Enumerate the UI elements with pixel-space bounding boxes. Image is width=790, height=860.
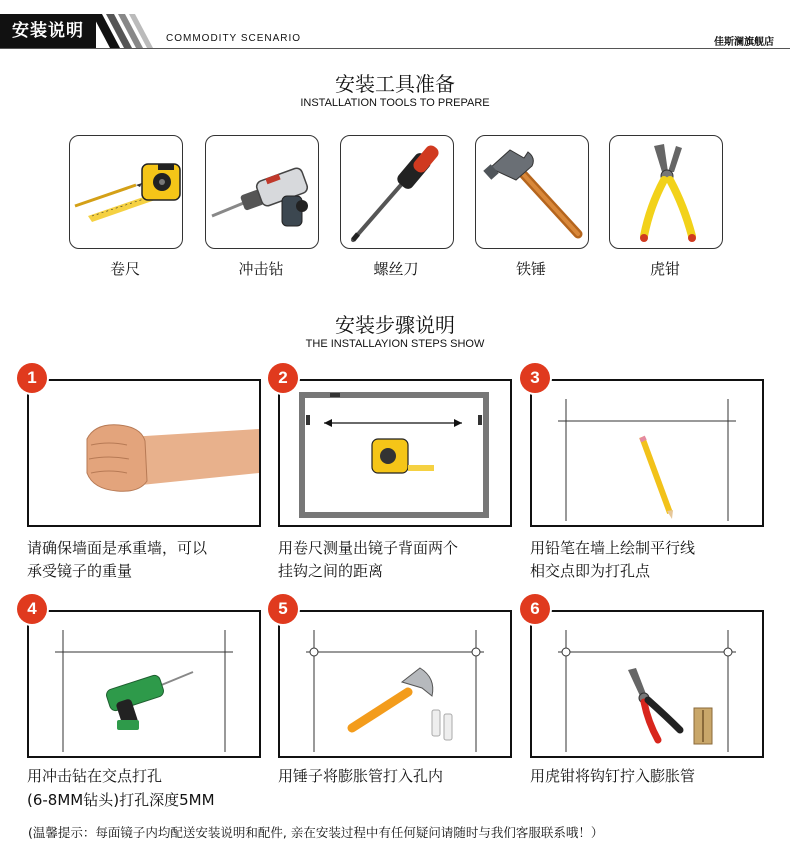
store-name: 佳斯澜旗舰店 bbox=[714, 37, 774, 48]
step-badge-3: 3 bbox=[520, 363, 550, 393]
step-5-desc-line1: 用锤子将膨胀管打入孔内 bbox=[278, 767, 444, 785]
step-badge-1: 1 bbox=[17, 363, 47, 393]
steps-subtitle: THE INSTALLAYION STEPS SHOW bbox=[305, 338, 485, 350]
header-tag: 安装说明 bbox=[0, 14, 96, 48]
header-divider bbox=[0, 48, 790, 49]
pliers-icon bbox=[610, 136, 722, 248]
fist-icon bbox=[29, 381, 259, 525]
step-badge-4: 4 bbox=[17, 594, 47, 624]
tools-subtitle: INSTALLATION TOOLS TO PREPARE bbox=[300, 97, 490, 109]
steps-title: 安装步骤说明 bbox=[335, 313, 455, 337]
tool-card-tape-measure bbox=[69, 135, 183, 249]
tools-title: 安装工具准备 bbox=[335, 72, 455, 96]
tool-card-impact-drill bbox=[205, 135, 319, 249]
impact-drill-icon bbox=[206, 136, 318, 248]
step-1-illustration bbox=[27, 379, 261, 527]
tape-measure-icon bbox=[70, 136, 182, 248]
pencil-lines-icon bbox=[532, 381, 762, 525]
step-1-desc-line2: 承受镜子的重量 bbox=[27, 562, 133, 580]
tool-card-hammer bbox=[475, 135, 589, 249]
step-6-desc-line1: 用虎钳将钩钉拧入膨胀管 bbox=[530, 767, 696, 785]
step-1-desc-line1: 请确保墙面是承重墙，可以 bbox=[27, 539, 208, 557]
tool-label-impact-drill: 冲击钻 bbox=[238, 260, 284, 278]
step-2-illustration bbox=[278, 379, 512, 527]
step-badge-2: 2 bbox=[268, 363, 298, 393]
hammer-anchor-icon bbox=[280, 612, 510, 756]
step-3-desc-line2: 相交点即为打孔点 bbox=[530, 562, 651, 580]
drill-at-point-icon bbox=[29, 612, 259, 756]
header-subtitle: COMMODITY SCENARIO bbox=[166, 33, 302, 44]
step-4-illustration bbox=[27, 610, 261, 758]
step-6-illustration bbox=[530, 610, 764, 758]
tool-label-hammer: 铁锤 bbox=[515, 260, 546, 278]
header-stripes-decoration bbox=[92, 14, 156, 48]
step-badge-5: 5 bbox=[268, 594, 298, 624]
tool-card-screwdriver bbox=[340, 135, 454, 249]
tool-label-pliers: 虎钳 bbox=[649, 260, 680, 278]
pliers-hook-icon bbox=[532, 612, 762, 756]
step-4-desc-line2: (6-8MM钻头)打孔深度5MM bbox=[27, 791, 215, 809]
warm-tip-note: (温馨提示：每面镜子内均配送安装说明和配件, 亲在安装过程中有任何疑问请随时与我们客服联系哦！） bbox=[28, 825, 604, 840]
step-3-desc-line1: 用铅笔在墙上绘制平行线 bbox=[530, 539, 696, 557]
hammer-icon bbox=[476, 136, 588, 248]
tool-label-screwdriver: 螺丝刀 bbox=[373, 260, 419, 278]
step-3-illustration bbox=[530, 379, 764, 527]
tool-card-pliers bbox=[609, 135, 723, 249]
step-2-desc-line2: 挂钩之间的距离 bbox=[278, 562, 384, 580]
step-badge-6: 6 bbox=[520, 594, 550, 624]
step-4-desc-line1: 用冲击钻在交点打孔 bbox=[27, 767, 163, 785]
screwdriver-icon bbox=[341, 136, 453, 248]
step-2-desc-line1: 用卷尺测量出镜子背面两个 bbox=[278, 539, 459, 557]
tool-label-tape-measure: 卷尺 bbox=[109, 260, 140, 278]
step-5-illustration bbox=[278, 610, 512, 758]
mirror-measure-icon bbox=[280, 381, 510, 525]
